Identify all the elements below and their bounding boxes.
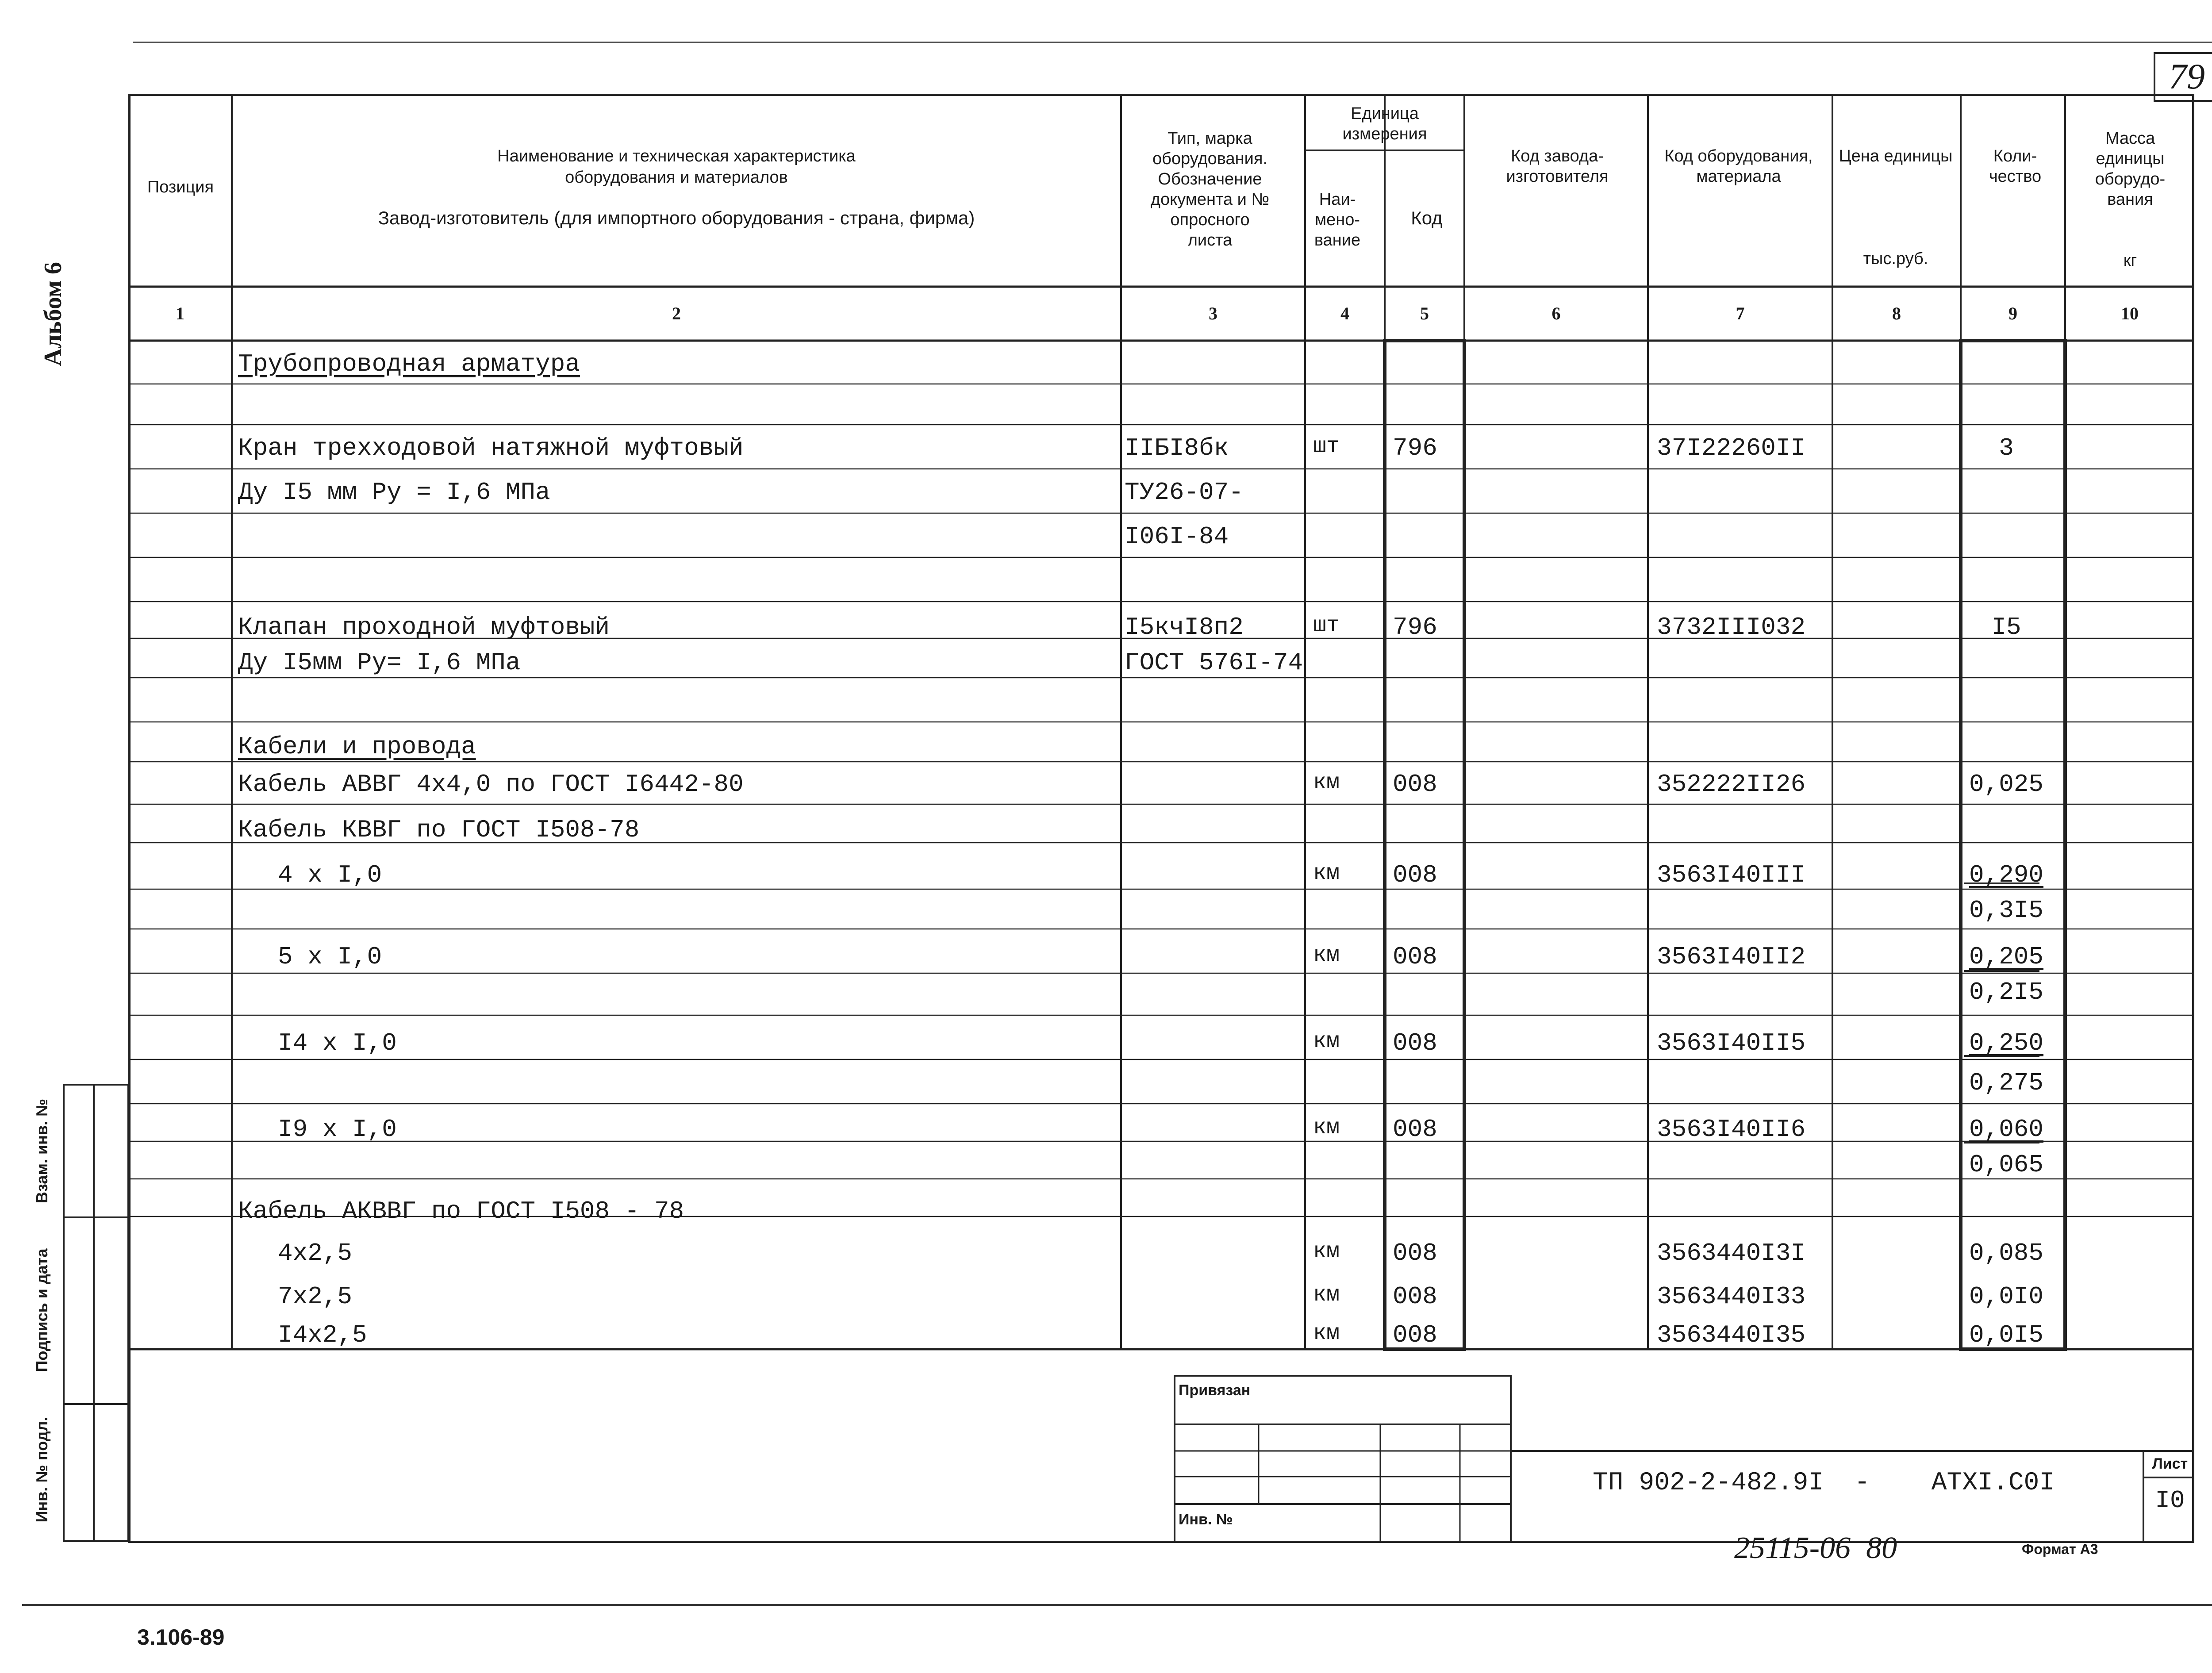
- item-qty: 0,065: [1969, 1151, 2044, 1179]
- item-equip-code: 3563I40III: [1657, 861, 1806, 889]
- side-stamp-podpis: Подпись и дата: [33, 1248, 51, 1372]
- page-number: 79: [2169, 56, 2205, 96]
- item-equip-code: 3563440I33: [1657, 1282, 1806, 1311]
- column-number-5: 5: [1420, 303, 1429, 323]
- item-qty: 0,250: [1969, 1029, 2044, 1057]
- item-unit-code: 008: [1393, 1282, 1437, 1311]
- item-equip-code: 3563I40II2: [1657, 943, 1806, 971]
- header-unit-code: Код: [1411, 207, 1443, 228]
- item-qty: 0,025: [1969, 770, 2044, 798]
- item-qty: 0,2I5: [1969, 978, 2044, 1006]
- item-qty: 0,085: [1969, 1239, 2044, 1267]
- item-equip-code: 3563I40II6: [1657, 1115, 1806, 1143]
- header-maker-code: Код завода-изготовителя: [1506, 147, 1609, 186]
- item-name: Кабель АВВГ 4х4,0 по ГОСТ I6442-80: [238, 770, 744, 798]
- item-qty: 0,3I5: [1969, 896, 2044, 925]
- inv-no-label: Инв. №: [1179, 1511, 1233, 1528]
- format-label: Формат А3: [2022, 1541, 2098, 1557]
- item-type: ТУ26-07-: [1125, 478, 1244, 507]
- item-name: I4х2,5: [278, 1321, 367, 1349]
- item-equip-code: 37I22260II: [1657, 434, 1806, 462]
- item-name: 4х2,5: [278, 1239, 353, 1267]
- item-qty: 0,0I5: [1969, 1321, 2044, 1349]
- item-equip-code: 3563I40II5: [1657, 1029, 1806, 1057]
- item-unit: км: [1313, 1282, 1340, 1308]
- column-number-10: 10: [2121, 303, 2139, 323]
- item-name: Трубопроводная арматура: [238, 350, 580, 378]
- header-name-line1: Наименование и техническая характеристика: [497, 147, 856, 165]
- item-unit-code: 008: [1393, 1029, 1437, 1057]
- item-unit-code: 008: [1393, 1321, 1437, 1349]
- side-stamp-inv-podl: Инв. № подл.: [33, 1416, 51, 1523]
- header-mass-unit: кг: [2123, 251, 2137, 270]
- item-unit: км: [1313, 1239, 1340, 1264]
- item-unit: км: [1313, 1321, 1340, 1346]
- item-name: 7х2,5: [278, 1282, 353, 1311]
- item-unit-code: 796: [1393, 613, 1437, 641]
- item-unit-code: 008: [1393, 770, 1437, 798]
- item-unit-code: 008: [1393, 861, 1437, 889]
- item-qty: 3: [1999, 434, 2014, 462]
- column-number-7: 7: [1736, 303, 1745, 323]
- header-name-line2: оборудования и материалов: [565, 168, 788, 187]
- item-unit-code: 008: [1393, 943, 1437, 971]
- item-name: Кабели и провода: [238, 733, 476, 761]
- header-price: Цена единицы: [1839, 147, 1953, 165]
- header-price-unit: тыс.руб.: [1863, 249, 1928, 268]
- item-equip-code: 3563440I3I: [1657, 1239, 1806, 1267]
- corner-code: 3.106-89: [137, 1625, 225, 1650]
- item-unit: км: [1313, 770, 1340, 795]
- column-number-6: 6: [1551, 303, 1561, 323]
- item-qty: 0,0I0: [1969, 1282, 2044, 1311]
- header-qty: Коли-чество: [1989, 147, 2042, 186]
- item-name: Кабель КВВГ по ГОСТ I508-78: [238, 816, 640, 844]
- column-number-1: 1: [176, 303, 184, 323]
- column-number-9: 9: [2008, 303, 2017, 323]
- item-unit: км: [1313, 861, 1340, 886]
- item-equip-code: 3563440I35: [1657, 1321, 1806, 1349]
- column-number-3: 3: [1209, 303, 1217, 323]
- album-label: Альбом 6: [39, 262, 67, 366]
- item-equip-code: 3732III032: [1657, 613, 1806, 641]
- header-position: Позиция: [147, 178, 214, 196]
- item-name: 5 х I,0: [278, 943, 382, 971]
- header-unit: Единица измерения: [1342, 104, 1427, 143]
- item-type: IIБI8бк: [1125, 434, 1229, 462]
- privyazan-label: Привязан: [1179, 1382, 1251, 1399]
- item-name: 4 х I,0: [278, 861, 382, 889]
- item-type: I5кчI8п2: [1125, 613, 1244, 641]
- handwritten-number: 25115-06 80: [1734, 1531, 1897, 1565]
- side-stamp-vzam: Взам. инв. №: [33, 1098, 51, 1204]
- item-qty: 0,275: [1969, 1069, 2044, 1097]
- item-name: Клапан проходной муфтовый: [238, 613, 610, 641]
- header-name-line3: Завод-изготовитель (для импортного оборудования - страна, фирма): [378, 207, 975, 228]
- item-unit: шт: [1313, 434, 1340, 459]
- header-type-mark: Тип, марка оборудования. Обозначение документа и № опросного листа: [1150, 129, 1270, 249]
- sheet-label: Лист: [2152, 1455, 2188, 1472]
- header-unit-name: Наи-мено-вание: [1314, 190, 1361, 249]
- header-mass: Масса единицы оборудо-вания: [2095, 129, 2166, 209]
- doc-code: ТП 902-2-482.9I - АТХI.С0I: [1593, 1469, 2055, 1497]
- item-name: I4 х I,0: [278, 1029, 397, 1057]
- item-type: ГОСТ 576I-74: [1125, 648, 1303, 677]
- item-equip-code: 352222II26: [1657, 770, 1806, 798]
- item-unit: шт: [1313, 613, 1340, 638]
- item-type: I06I-84: [1125, 522, 1229, 551]
- header-equip-code: Код оборудования, материала: [1664, 147, 1813, 186]
- item-unit-code: 008: [1393, 1115, 1437, 1143]
- item-name: Ду I5мм Ру= I,6 МПа: [238, 648, 521, 677]
- column-number-8: 8: [1892, 303, 1901, 323]
- item-unit: км: [1313, 1115, 1340, 1140]
- item-unit-code: 008: [1393, 1239, 1437, 1267]
- item-name: I9 х I,0: [278, 1115, 397, 1143]
- item-qty: 0,060: [1969, 1115, 2044, 1143]
- sheet-number: I0: [2155, 1486, 2185, 1515]
- item-qty: I5: [1991, 613, 2021, 641]
- item-name: Кран трехходовой натяжной муфтовый: [238, 434, 744, 462]
- item-qty: 0,290: [1969, 861, 2044, 889]
- column-number-4: 4: [1340, 303, 1349, 323]
- item-unit: км: [1313, 1029, 1340, 1054]
- item-qty: 0,205: [1969, 943, 2044, 971]
- item-name: Кабель АКВВГ по ГОСТ I508 - 78: [238, 1197, 684, 1225]
- column-number-2: 2: [672, 303, 681, 323]
- item-unit: км: [1313, 943, 1340, 968]
- item-unit-code: 796: [1393, 434, 1437, 462]
- item-name: Ду I5 мм Ру = I,6 МПа: [238, 478, 550, 507]
